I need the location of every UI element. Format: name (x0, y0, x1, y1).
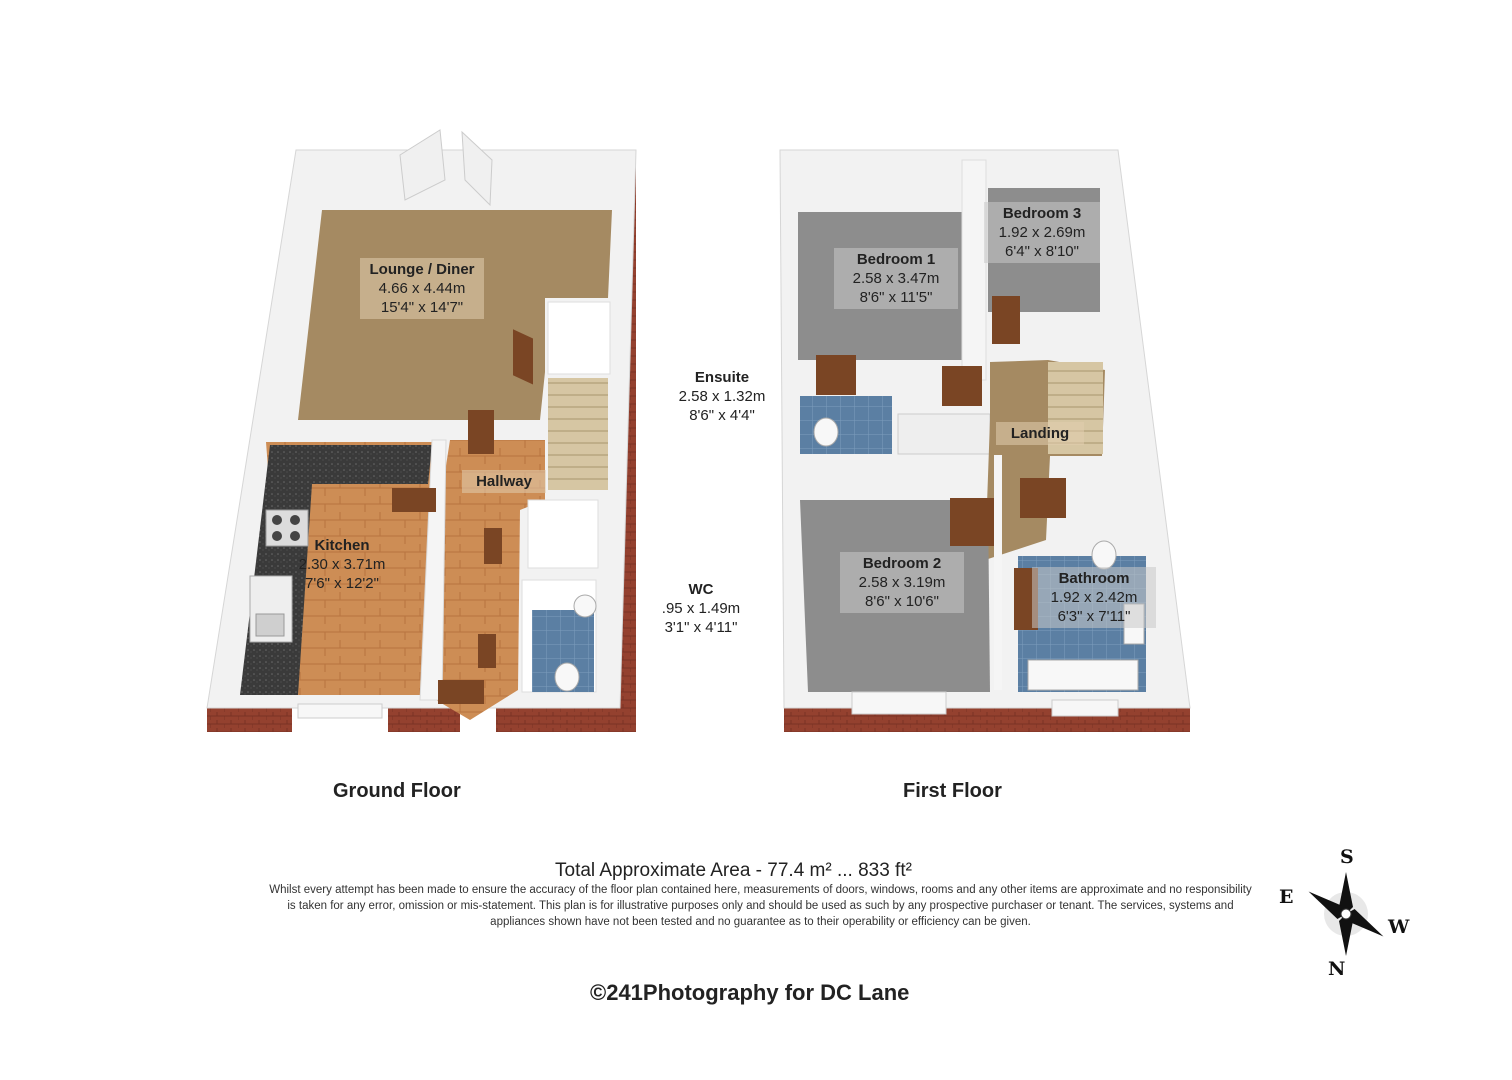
compass-south: S (1340, 846, 1354, 868)
room-name: Landing (1010, 425, 1070, 442)
stairs (548, 378, 608, 490)
room-metric: 2.58 x 1.32m (678, 388, 766, 405)
room-imperial: 8'6" x 10'6" (865, 593, 939, 610)
compass-west: W (1388, 916, 1410, 938)
room-label-landing (996, 422, 1084, 445)
room-imperial: 6'4" x 8'10" (1005, 243, 1079, 260)
room-imperial: 8'6" x 11'5" (859, 289, 933, 306)
room-imperial: 6'3" x 7'11" (1057, 608, 1131, 625)
room-name: Bedroom 3 (1002, 205, 1082, 222)
room-metric: 2.58 x 3.47m (852, 270, 940, 287)
room-label-bathroom (1032, 567, 1156, 628)
room-imperial: 15'4" x 14'7" (380, 299, 464, 316)
copyright: ©241Photography for DC Lane (590, 980, 910, 1005)
room-metric: 4.66 x 4.44m (378, 280, 466, 297)
room-label-bedroom-3 (984, 202, 1100, 263)
room-metric: 2.58 x 3.19m (858, 574, 946, 591)
room-metric: 2.30 x 3.71m (298, 556, 386, 573)
room-imperial: 3'1" x 4'11" (664, 619, 738, 636)
room-label-ensuite (660, 366, 784, 427)
compass-rose (1304, 872, 1389, 956)
first-floor-title: First Floor (903, 780, 1002, 802)
disclaimer: Whilst every attempt has been made to ensure the accuracy of the floor plan contained here, measurements of doors, windows, rooms and any other items are approximate and no responsibility is taken for any error, omission or mis-statement. This plan is for illustrative purposes only and should be used as such by any prospective purchaser or tenant. The services, systems and appliances shown have not been tested and no guarantee as to their operability or efficiency can be given. (269, 884, 1252, 928)
ground-floor-plan (207, 130, 636, 732)
compass-east: E (1279, 886, 1294, 908)
room-name: Kitchen (314, 537, 370, 554)
room-imperial: 7'6" x 12'2" (305, 575, 379, 592)
room-metric: 1.92 x 2.69m (998, 224, 1086, 241)
room-label-lounge-diner (360, 258, 484, 319)
room-label-hallway (462, 470, 546, 493)
room-label-bedroom-1 (834, 248, 958, 309)
room-label-wc (640, 578, 762, 639)
room-imperial: 8'6" x 4'4" (689, 407, 755, 424)
room-name: Bedroom 2 (862, 555, 942, 572)
compass-north: N (1328, 958, 1346, 980)
room-label-bedroom-2 (840, 552, 964, 613)
room-name: Ensuite (694, 369, 750, 386)
room-name: Lounge / Diner (369, 261, 475, 278)
room-name: Hallway (476, 473, 532, 490)
room-name: WC (688, 581, 714, 598)
room-metric: .95 x 1.49m (661, 600, 741, 617)
room-label-kitchen (280, 534, 404, 595)
ground-floor-title: Ground Floor (333, 780, 461, 802)
room-name: Bedroom 1 (856, 251, 936, 268)
total-area: Total Approximate Area - 77.4 m² ... 833 ft² (555, 860, 912, 881)
ensuite-floor (800, 396, 892, 454)
room-name: Bathroom (1058, 570, 1130, 587)
room-metric: 1.92 x 2.42m (1050, 589, 1138, 606)
